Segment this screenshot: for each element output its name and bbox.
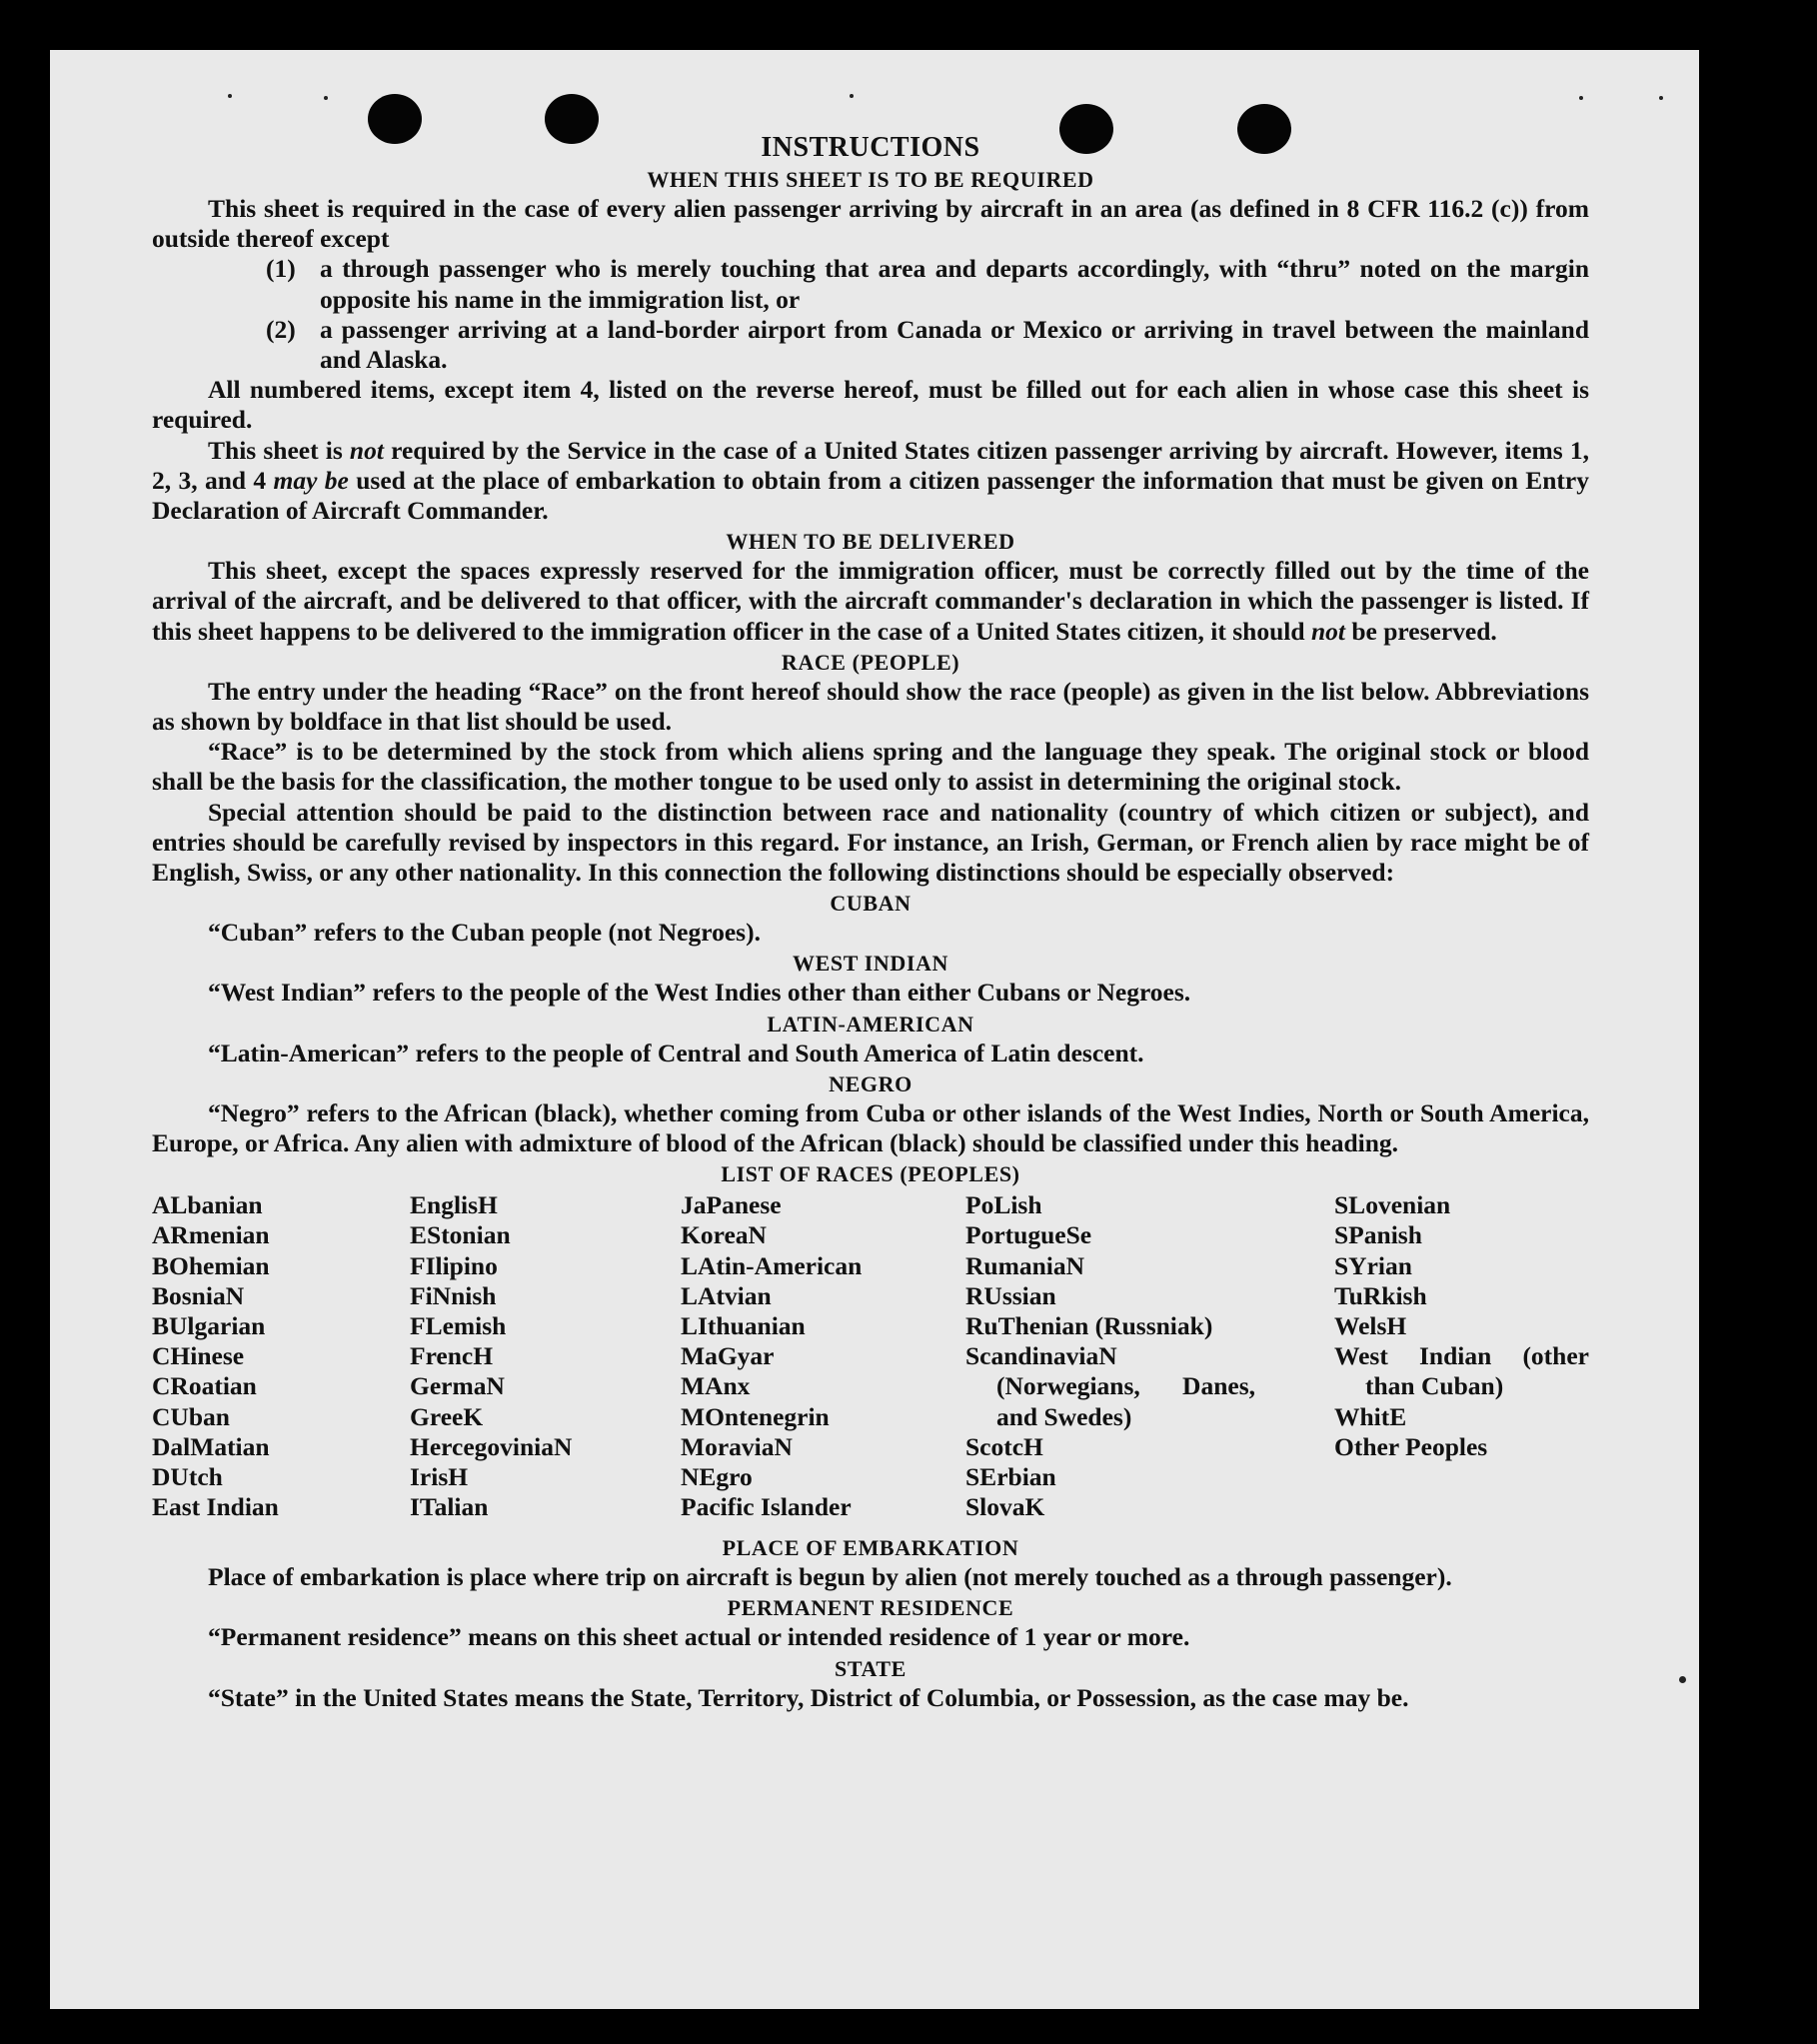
- race-item: FIlipino: [410, 1250, 498, 1280]
- race-list: [152, 1190, 1589, 1532]
- section-heading: LIST OF RACES (PEOPLES): [721, 1161, 1020, 1187]
- paragraph: “Permanent residence” means on this sheet actual or intended residence of 1 year or more.: [208, 1622, 1190, 1652]
- race-item: East Indian: [152, 1492, 279, 1522]
- race-item: PoLish: [965, 1190, 1042, 1220]
- section-heading: WHEN THIS SHEET IS TO BE REQUIRED: [647, 167, 1094, 192]
- race-item: SLovenian: [1334, 1190, 1451, 1220]
- paragraph: “Race” is to be determined by the stock from which aliens spring and the language they speak. The original stock or blood shall be the basis for the classification, the mother tongue to be used only to assist in determining the original stock.: [152, 737, 1589, 797]
- emphasis-text: may be: [273, 465, 349, 495]
- race-item: KoreaN: [681, 1220, 767, 1250]
- numbered-item: [266, 315, 1589, 375]
- race-item: GermaN: [410, 1371, 505, 1401]
- race-item: SlovaK: [965, 1492, 1045, 1522]
- section-heading: NEGRO: [829, 1070, 912, 1096]
- race-item: SYrian: [1334, 1250, 1412, 1280]
- race-item: BosniaN: [152, 1280, 245, 1310]
- speck: [1679, 1676, 1686, 1683]
- race-column: [681, 1190, 862, 1522]
- race-item: LAtin-American: [681, 1250, 863, 1280]
- race-item: SErbian: [965, 1462, 1056, 1492]
- race-item: TuRkish: [1334, 1280, 1427, 1310]
- race-item: EnglisH: [410, 1190, 498, 1220]
- race-item: ScandinaviaN (Norwegians, Danes, and Swedes): [965, 1341, 1255, 1431]
- race-item: BUlgarian: [152, 1311, 266, 1341]
- speck: [1579, 96, 1583, 100]
- text-run: used at the place of embarkation to obtain from a citizen passenger the information that must be given on Entry Declaration of Aircraft Commander.: [152, 465, 1589, 526]
- speck: [1659, 96, 1663, 100]
- race-item: PortugueSe: [965, 1220, 1092, 1250]
- emphasis-text: not: [349, 435, 384, 465]
- race-column: [965, 1190, 1255, 1522]
- section-heading: WEST INDIAN: [793, 951, 948, 977]
- race-column: [410, 1190, 572, 1522]
- section-heading: WHEN TO BE DELIVERED: [726, 529, 1015, 555]
- race-item: WhitE: [1334, 1401, 1407, 1431]
- race-item: DalMatian: [152, 1431, 270, 1461]
- race-item: ARmenian: [152, 1220, 270, 1250]
- race-item: LAtvian: [681, 1280, 772, 1310]
- race-item: EStonian: [410, 1220, 511, 1250]
- paragraph: The entry under the heading “Race” on the front hereof should show the race (people) as given in the list below. Abbreviations as shown by boldface in that list should be used.: [152, 676, 1589, 737]
- paragraph: “Cuban” refers to the Cuban people (not Negroes).: [208, 918, 761, 948]
- paragraph: Place of embarkation is place where trip on aircraft is begun by alien (not merely touched as a through passenger).: [208, 1562, 1452, 1592]
- paragraph: This sheet is required in the case of every alien passenger arriving by aircraft in an area (as defined in 8 CFR 116.2 (c)) from outside thereof except: [152, 194, 1589, 254]
- item-text: a passenger arriving at a land-border airport from Canada or Mexico or arriving in travel between the mainland and Alaska.: [320, 314, 1589, 375]
- race-item: MaGyar: [681, 1341, 775, 1371]
- race-item: ITalian: [410, 1492, 489, 1522]
- race-item: MAnx: [681, 1371, 751, 1401]
- race-item: FLemish: [410, 1311, 507, 1341]
- race-item: RuThenian (Russniak): [965, 1311, 1213, 1341]
- race-column: [152, 1190, 279, 1522]
- paragraph: “State” in the United States means the State, Territory, District of Columbia, or Possession, as the case may be.: [208, 1682, 1409, 1712]
- race-item: RumaniaN: [965, 1250, 1085, 1280]
- speck: [324, 96, 328, 100]
- race-item: BOhemian: [152, 1250, 270, 1280]
- race-item: West Indian (other than Cuban): [1334, 1341, 1589, 1401]
- race-item: DUtch: [152, 1461, 223, 1491]
- race-item: LIthuanian: [681, 1311, 806, 1341]
- paragraph: Special attention should be paid to the distinction between race and nationality (country of which citizen or subject), and entries should be carefully revised by inspectors in this regard. For instance, an Irish, German, or French alien by race might be of English, Swiss, or any other nationality. In this connection the following distinctions should be especially observed:: [152, 797, 1589, 888]
- race-item: ScotcH: [965, 1431, 1043, 1461]
- paragraph: “West Indian” refers to the people of the West Indies other than either Cubans or Negroes.: [208, 978, 1191, 1008]
- item-number: (2): [266, 314, 296, 344]
- race-item: MOntenegrin: [681, 1401, 830, 1431]
- race-item: IrisH: [410, 1461, 469, 1491]
- text-run: This sheet is: [208, 435, 350, 465]
- race-item: Other Peoples: [1334, 1431, 1488, 1461]
- section-heading: PLACE OF EMBARKATION: [722, 1535, 1019, 1561]
- race-item: CUban: [152, 1401, 230, 1431]
- race-item: NEgro: [681, 1461, 753, 1491]
- race-item: JaPanese: [681, 1190, 782, 1220]
- page-title: INSTRUCTIONS: [761, 132, 980, 163]
- race-column: [1334, 1190, 1589, 1462]
- section-heading: CUBAN: [830, 891, 911, 917]
- text-run: required by the Service in the case of a United States citizen passenger arriving by aircraft. However, items 1, 2, 3, and 4: [152, 435, 1589, 495]
- race-item: GreeK: [410, 1401, 484, 1431]
- race-item: RUssian: [965, 1280, 1056, 1310]
- text-run: This sheet, except the spaces expressly reserved for the immigration officer, must be correctly filled out by the time of the arrival of the aircraft, and be delivered to that officer, with the aircraft commander's declaration in which the passenger is listed. If this sheet happens to be delivered to the immigration officer in the case of a United States citizen, it should: [152, 556, 1589, 646]
- race-item: CRoatian: [152, 1371, 257, 1401]
- race-item: Pacific Islander: [681, 1492, 852, 1522]
- section-heading: LATIN-AMERICAN: [767, 1011, 974, 1036]
- item-text: a through passenger who is merely touching that area and departs accordingly, with “thru” noted on the margin opposite his name in the immigration list, or: [320, 254, 1589, 314]
- race-item: ALbanian: [152, 1190, 263, 1220]
- paragraph: “Negro” refers to the African (black), whether coming from Cuba or other islands of the West Indies, North or South America, Europe, or Africa. Any alien with admixture of blood of the African (black) should be classified under this heading.: [152, 1097, 1589, 1158]
- race-item: HercegoviniaN: [410, 1431, 573, 1461]
- race-item: SPanish: [1334, 1220, 1422, 1250]
- race-item: FrencH: [410, 1341, 494, 1371]
- paragraph: “Latin-American” refers to the people of Central and South America of Latin descent.: [208, 1037, 1144, 1067]
- emphasis-text: not: [1310, 616, 1345, 646]
- section-heading: PERMANENT RESIDENCE: [727, 1595, 1014, 1621]
- instructions-text: [152, 132, 1589, 1713]
- paragraph: All numbered items, except item 4, listed on the reverse hereof, must be filled out for each alien in whose case this sheet is required.: [152, 375, 1589, 435]
- section-heading: STATE: [835, 1655, 907, 1681]
- paragraph: [152, 436, 1589, 527]
- speck: [850, 94, 854, 98]
- race-item: CHinese: [152, 1341, 245, 1371]
- paragraph: [152, 556, 1589, 647]
- section-heading: RACE (PEOPLE): [781, 649, 960, 675]
- item-number: (1): [266, 254, 296, 284]
- text-run: be preserved.: [1344, 616, 1497, 646]
- numbered-item: [266, 254, 1589, 314]
- speck: [228, 94, 232, 98]
- race-item: FiNnish: [410, 1280, 497, 1310]
- race-item: WelsH: [1334, 1311, 1407, 1341]
- race-item: MoraviaN: [681, 1431, 793, 1461]
